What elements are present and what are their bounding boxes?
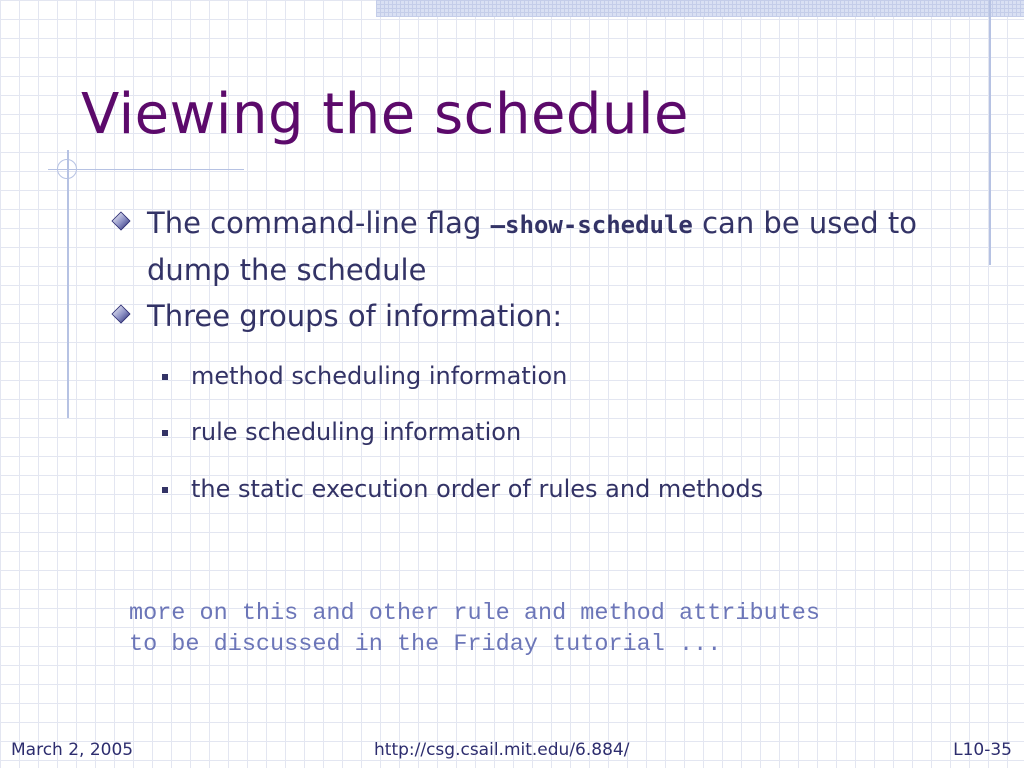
square-bullet-icon <box>162 430 168 436</box>
bullet-item-show-schedule <box>111 201 947 293</box>
left-decorative-line <box>67 150 69 418</box>
bullet-text-part: can be used to dump the schedule <box>147 206 917 287</box>
bullet-text <box>147 201 947 293</box>
sub-bullet-item <box>162 360 567 392</box>
bullet-text: Three groups of information: <box>147 299 563 333</box>
slide-footer <box>0 736 1024 768</box>
command-flag: –show-schedule <box>490 211 693 239</box>
sub-bullet-text: method scheduling information <box>191 362 568 390</box>
slide-title: Viewing the schedule <box>81 82 689 147</box>
footnote-text: more on this and other rule and method attributes to be discussed in the Friday tutorial ... <box>129 600 821 658</box>
sub-bullet-item <box>162 416 521 448</box>
diamond-bullet-icon <box>111 211 131 231</box>
crosshair-circle <box>57 159 77 179</box>
sub-bullet-text: the static execution order of rules and methods <box>191 475 764 503</box>
square-bullet-icon <box>162 487 168 493</box>
footer-page-number: L10-35 <box>953 740 1012 760</box>
bullet-text-part: The command-line flag <box>147 206 491 240</box>
bullet-item-three-groups <box>111 294 947 339</box>
right-decorative-line <box>989 0 991 265</box>
footer-url[interactable]: http://csg.csail.mit.edu/6.884/ <box>374 740 630 760</box>
diamond-bullet-icon <box>111 304 131 324</box>
top-decorative-band <box>376 0 1024 17</box>
footer-date: March 2, 2005 <box>11 740 134 760</box>
square-bullet-icon <box>162 374 168 380</box>
sub-bullet-item <box>162 473 763 505</box>
title-underline <box>48 169 244 170</box>
sub-bullet-text: rule scheduling information <box>191 418 522 446</box>
